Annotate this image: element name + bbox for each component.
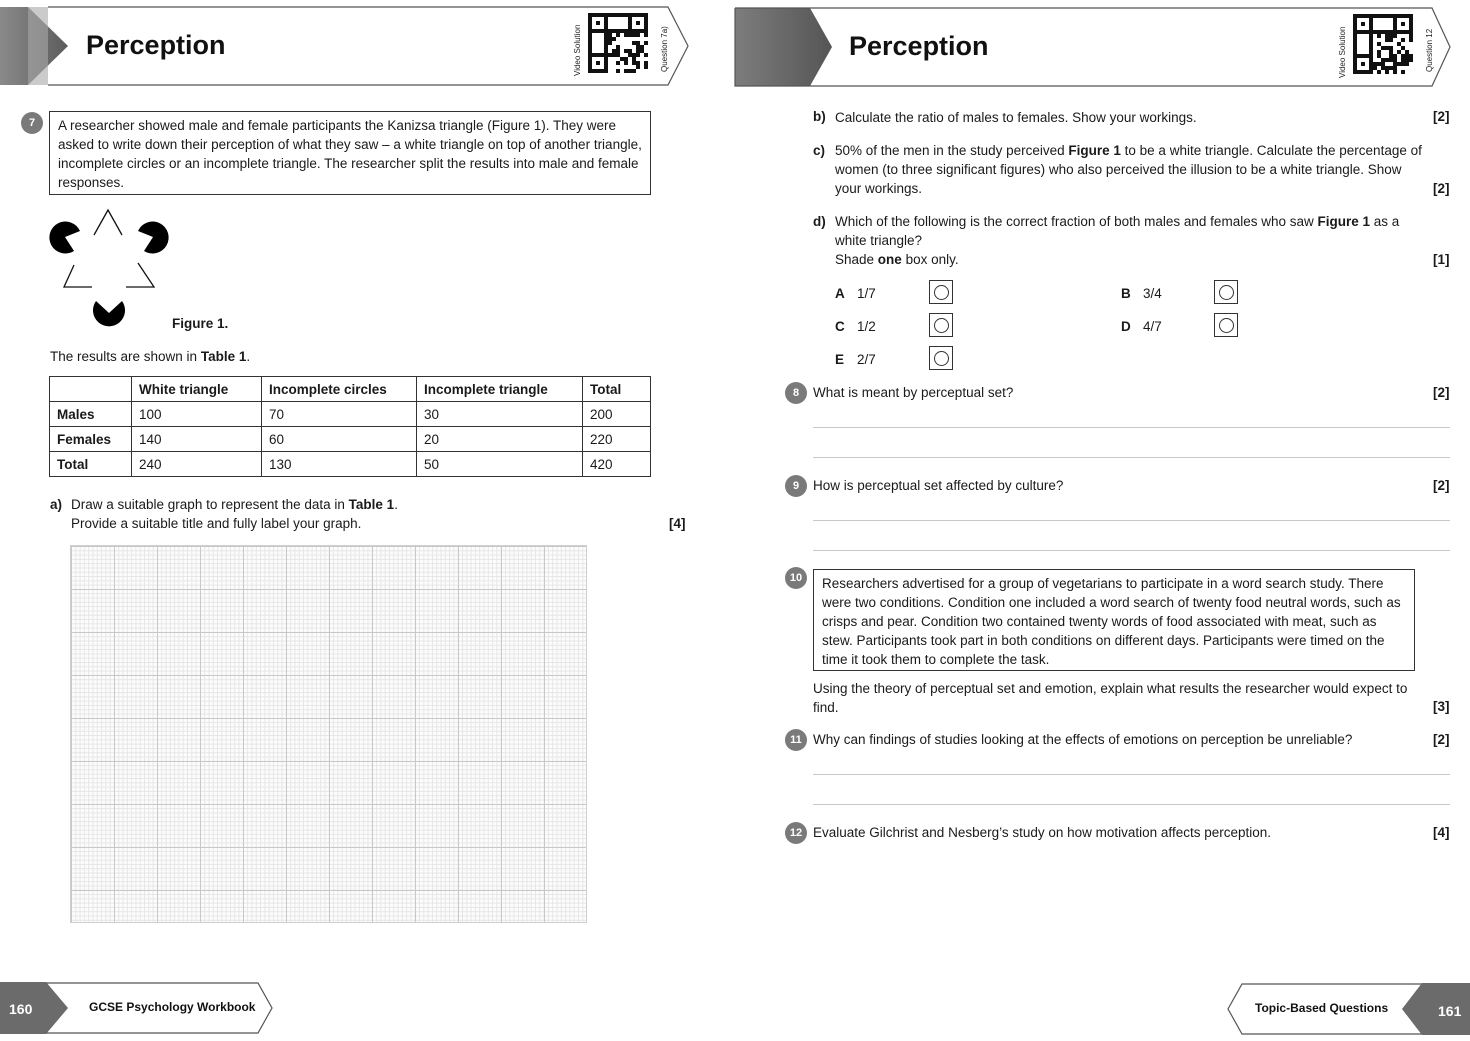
option-a-letter: A xyxy=(835,286,845,301)
question-12-number: 12 xyxy=(785,822,807,844)
left-footer-book-title: GCSE Psychology Workbook xyxy=(89,1000,256,1014)
question-8-answer-line[interactable] xyxy=(813,457,1450,458)
right-video-solution-label: Video Solution xyxy=(1338,26,1347,78)
question-7-intro-text: A researcher showed male and female participants the Kanizsa triangle (Figure 1). They were asked to write down their perception of what they saw – a white triangle on top of another triangle, incomplete circles or an incomplete triangle. The researcher split the results into male and female responses. xyxy=(58,118,642,190)
part-d-text: Which of the following is the correct fraction of both males and females who saw Figure 1 as a white triangle? Shade one box only. xyxy=(835,214,1400,267)
table-row xyxy=(50,427,651,452)
table-row xyxy=(50,402,651,427)
graph-paper-answer-area[interactable] xyxy=(70,545,587,923)
part-a-text: Draw a suitable graph to represent the data in Table 1. Provide a suitable title and fully label your graph. xyxy=(71,497,398,531)
left-question-ref-label: Question 7a) xyxy=(660,26,669,72)
table-header-cell: Incomplete circles xyxy=(262,377,417,402)
question-12-text: Evaluate Gilchrist and Nesberg’s study on how motivation affects perception. xyxy=(813,825,1271,840)
table-cell: 60 xyxy=(262,427,417,452)
part-d-label: d) xyxy=(813,214,826,229)
table-header-cell: Total xyxy=(583,377,651,402)
option-c-value: 1/2 xyxy=(857,319,876,334)
table-cell: 130 xyxy=(262,452,417,477)
right-qr-code-icon[interactable] xyxy=(1353,14,1413,74)
option-e-letter: E xyxy=(835,352,845,367)
table-cell: 100 xyxy=(132,402,262,427)
part-a-mark: [4] xyxy=(669,516,686,531)
table-cell: 420 xyxy=(583,452,651,477)
part-c-mark: [2] xyxy=(1433,181,1450,196)
question-11-number: 11 xyxy=(785,729,807,751)
pacman-right-icon xyxy=(138,222,169,254)
question-8-number: 8 xyxy=(785,382,807,404)
part-b-text: Calculate the ratio of males to females. Show your workings. xyxy=(835,110,1197,125)
question-10-mark: [3] xyxy=(1433,699,1450,714)
pacman-left-icon xyxy=(49,222,80,254)
option-d-letter: D xyxy=(1121,319,1131,334)
table-cell: 20 xyxy=(417,427,583,452)
part-b-mark: [2] xyxy=(1433,109,1450,124)
figure-1-caption: Figure 1. xyxy=(172,316,229,331)
table-cell: 30 xyxy=(417,402,583,427)
pacman-bottom-icon xyxy=(93,301,125,326)
question-7-intro-box xyxy=(49,111,651,195)
table-header-row xyxy=(50,377,651,402)
question-8-answer-line[interactable] xyxy=(813,427,1450,428)
question-8-mark: [2] xyxy=(1433,385,1450,400)
table-row-label: Males xyxy=(50,402,132,427)
question-9-text: How is perceptual set affected by culture? xyxy=(813,478,1064,493)
option-a-value: 1/7 xyxy=(857,286,876,301)
option-e-checkbox[interactable] xyxy=(929,346,953,370)
table-row-label: Total xyxy=(50,452,132,477)
option-b-checkbox[interactable] xyxy=(1214,280,1238,304)
question-9-mark: [2] xyxy=(1433,478,1450,493)
option-c-letter: C xyxy=(835,319,845,334)
table-cell: 50 xyxy=(417,452,583,477)
question-11-text: Why can findings of studies looking at the effects of emotions on perception be unreliable? xyxy=(813,732,1353,747)
option-a-checkbox[interactable] xyxy=(929,280,953,304)
right-page-title: Perception xyxy=(849,31,989,61)
kanizsa-triangle-figure xyxy=(44,205,174,333)
part-b-label: b) xyxy=(813,109,826,124)
table-cell: 140 xyxy=(132,427,262,452)
table-cell: 70 xyxy=(262,402,417,427)
table-header-cell xyxy=(50,377,132,402)
question-11-answer-line[interactable] xyxy=(813,804,1450,805)
left-page-title: Perception xyxy=(86,30,226,60)
right-question-ref-label: Question 12 xyxy=(1425,28,1434,72)
table-cell: 240 xyxy=(132,452,262,477)
option-d-checkbox[interactable] xyxy=(1214,313,1238,337)
part-c-text: 50% of the men in the study perceived Figure 1 to be a white triangle. Calculate the percentage of women (to three significant figures) who also perceived the illusion to be a white triangle. Show your workings. xyxy=(835,143,1422,196)
question-10-number: 10 xyxy=(785,567,807,589)
question-12-mark: [4] xyxy=(1433,825,1450,840)
table-1-results xyxy=(49,376,651,477)
option-c-checkbox[interactable] xyxy=(929,313,953,337)
option-b-value: 3/4 xyxy=(1143,286,1162,301)
question-10-scenario-box xyxy=(813,569,1415,671)
part-a-label: a) xyxy=(50,497,63,512)
question-9-answer-line[interactable] xyxy=(813,520,1450,521)
question-10-scenario-text: Researchers advertised for a group of vegetarians to participate in a word search study. There were two conditions. Condition one included a word search of twenty food neutral words, such as crisps and pear. Condition two contained twenty words of food associated with meat, such as stew. Participants took part in both conditions on different days. Participants were timed on the time it took them to complete the task. xyxy=(822,576,1401,667)
left-qr-code-icon[interactable] xyxy=(588,13,648,73)
table-cell: 200 xyxy=(583,402,651,427)
question-9-number: 9 xyxy=(785,475,807,497)
left-video-solution-label: Video Solution xyxy=(573,24,582,76)
question-7-number: 7 xyxy=(21,112,43,134)
question-11-mark: [2] xyxy=(1433,732,1450,747)
option-e-value: 2/7 xyxy=(857,352,876,367)
question-9-answer-line[interactable] xyxy=(813,550,1450,551)
right-page-number: 161 xyxy=(1438,1003,1462,1019)
part-c-label: c) xyxy=(813,143,826,158)
question-8-text: What is meant by perceptual set? xyxy=(813,385,1014,400)
question-10-text: Using the theory of perceptual set and emotion, explain what results the researcher would expect to find. xyxy=(813,681,1408,715)
results-intro-line: The results are shown in Table 1. xyxy=(50,349,251,364)
left-page-number: 160 xyxy=(9,1001,33,1017)
table-row-label: Females xyxy=(50,427,132,452)
question-11-answer-line[interactable] xyxy=(813,774,1450,775)
part-d-mark: [1] xyxy=(1433,252,1450,267)
table-row xyxy=(50,452,651,477)
table-header-cell: Incomplete triangle xyxy=(417,377,583,402)
option-d-value: 4/7 xyxy=(1143,319,1162,334)
table-cell: 220 xyxy=(583,427,651,452)
right-footer-section-title: Topic-Based Questions xyxy=(1255,1001,1389,1015)
option-b-letter: B xyxy=(1121,286,1131,301)
table-header-cell: White triangle xyxy=(132,377,262,402)
